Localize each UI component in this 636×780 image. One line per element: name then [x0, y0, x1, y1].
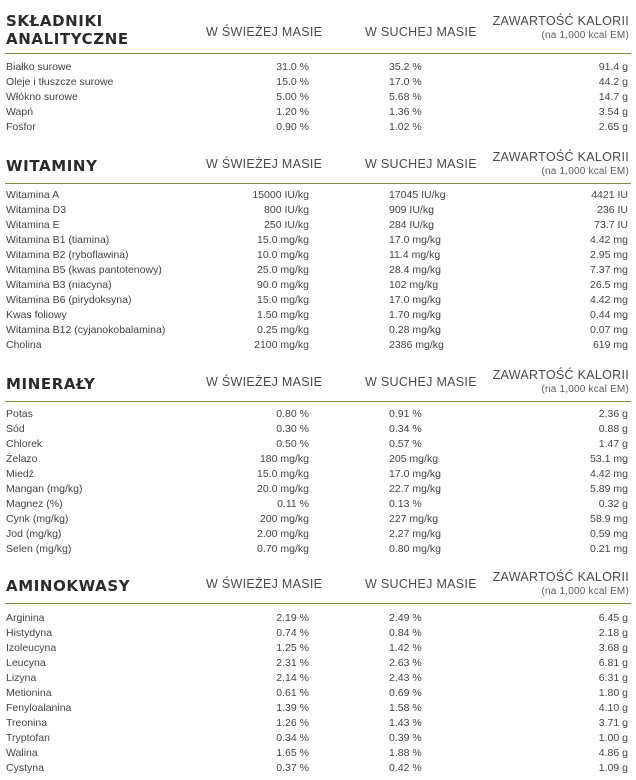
table-row: [5, 731, 631, 746]
table-row: [5, 248, 631, 263]
row-name: Witamina B6 (pirydoksyna): [6, 294, 132, 306]
row-name: Jod (mg/kg): [6, 528, 62, 540]
row-fresh-value: 1.39 %: [276, 702, 309, 714]
row-kcal-value: 2.18 g: [598, 627, 628, 639]
row-kcal-value: 2.65 g: [598, 121, 628, 133]
row-fresh-value: 2.14 %: [276, 672, 309, 684]
row-name: Potas: [6, 408, 33, 420]
row-dry-value: 0.39 %: [389, 732, 422, 744]
section-header: [5, 568, 631, 604]
row-dry-value: 1.58 %: [389, 702, 422, 714]
row-name: Oleje i tłuszcze surowe: [6, 76, 114, 88]
row-name: Selen (mg/kg): [6, 543, 72, 555]
table-row: [5, 120, 631, 135]
table-row: [5, 293, 631, 308]
row-name: Histydyna: [6, 627, 53, 639]
row-name: Mangan (mg/kg): [6, 483, 83, 495]
section-title: SKŁADNIKI ANALITYCZNE: [6, 12, 129, 48]
row-name: Chlorek: [6, 438, 43, 450]
column-header-dry: W SUCHEJ MASIE: [365, 157, 477, 171]
row-kcal-value: 4421 IU: [591, 189, 628, 201]
column-header-kcal-sub: (na 1,000 kcal EM): [541, 384, 629, 395]
row-dry-value: 0.34 %: [389, 423, 422, 435]
row-dry-value: 17045 IU/kg: [389, 189, 446, 201]
section-header: [5, 366, 631, 402]
row-fresh-value: 15000 IU/kg: [252, 189, 309, 201]
row-dry-value: 0.80 mg/kg: [389, 543, 441, 555]
table-row: [5, 641, 631, 656]
row-fresh-value: 0.80 %: [276, 408, 309, 420]
row-name: Witamina B12 (cyjanokobalamina): [6, 324, 166, 336]
table-row: [5, 626, 631, 641]
column-header-kcal: [493, 150, 629, 178]
row-kcal-value: 0.59 mg: [590, 528, 628, 540]
row-dry-value: 0.91 %: [389, 408, 422, 420]
row-dry-value: 22.7 mg/kg: [389, 483, 441, 495]
table-row: [5, 60, 631, 75]
row-kcal-value: 6.45 g: [598, 612, 628, 624]
table-row: [5, 452, 631, 467]
column-header-kcal-label: ZAWARTOŚĆ KALORII: [492, 14, 629, 28]
row-dry-value: 28.4 mg/kg: [389, 264, 441, 276]
row-dry-value: 284 IU/kg: [389, 219, 434, 231]
row-kcal-value: 0.88 g: [598, 423, 628, 435]
table-row: [5, 761, 631, 776]
row-name: Wapń: [6, 106, 34, 118]
row-dry-value: 0.13 %: [389, 498, 422, 510]
row-fresh-value: 800 IU/kg: [264, 204, 309, 216]
row-dry-value: 2.43 %: [389, 672, 422, 684]
row-kcal-value: 58.9 mg: [590, 513, 628, 525]
column-header-kcal-sub: (na 1,000 kcal EM): [541, 30, 629, 41]
column-header-fresh: W ŚWIEŻEJ MASIE: [206, 375, 323, 389]
row-kcal-value: 1.47 g: [598, 438, 628, 450]
row-dry-value: 0.84 %: [389, 627, 422, 639]
row-fresh-value: 90.0 mg/kg: [257, 279, 309, 291]
table-rows: [5, 54, 631, 135]
row-fresh-value: 2.00 mg/kg: [257, 528, 309, 540]
table-row: [5, 203, 631, 218]
column-header-kcal-sub: (na 1,000 kcal EM): [541, 586, 629, 597]
row-dry-value: 205 mg/kg: [389, 453, 439, 465]
table-row: [5, 527, 631, 542]
table-row: [5, 611, 631, 626]
row-dry-value: 2.27 mg/kg: [389, 528, 441, 540]
row-fresh-value: 200 mg/kg: [259, 513, 309, 525]
section-title: WITAMINY: [6, 157, 98, 175]
row-kcal-value: 3.71 g: [598, 717, 628, 729]
row-fresh-value: 1.50 mg/kg: [257, 309, 309, 321]
row-fresh-value: 15.0 %: [276, 76, 309, 88]
table-row: [5, 671, 631, 686]
row-fresh-value: 1.25 %: [276, 642, 309, 654]
column-header-dry: W SUCHEJ MASIE: [365, 25, 477, 39]
row-dry-value: 1.88 %: [389, 747, 422, 759]
row-kcal-value: 5.89 mg: [590, 483, 628, 495]
table-row: [5, 407, 631, 422]
row-name: Witamina A: [6, 189, 60, 201]
row-kcal-value: 2.36 g: [598, 408, 628, 420]
row-kcal-value: 1.80 g: [598, 687, 628, 699]
row-dry-value: 17.0 mg/kg: [389, 294, 441, 306]
row-fresh-value: 1.26 %: [276, 717, 309, 729]
row-name: Witamina B3 (niacyna): [6, 279, 112, 291]
table-row: [5, 105, 631, 120]
row-name: Magnez (%): [6, 498, 63, 510]
table-row: [5, 716, 631, 731]
row-kcal-value: 6.31 g: [598, 672, 628, 684]
table-row: [5, 323, 631, 338]
row-dry-value: 5.68 %: [389, 91, 422, 103]
row-name: Witamina B1 (tiamina): [6, 234, 110, 246]
column-header-kcal: [493, 570, 629, 598]
row-fresh-value: 0.70 mg/kg: [257, 543, 309, 555]
table-row: [5, 512, 631, 527]
row-name: Walina: [6, 747, 38, 759]
row-kcal-value: 0.07 mg: [590, 324, 628, 336]
row-kcal-value: 53.1 mg: [590, 453, 628, 465]
row-dry-value: 35.2 %: [389, 61, 422, 73]
row-kcal-value: 4.42 mg: [590, 234, 628, 246]
row-dry-value: 2.49 %: [389, 612, 422, 624]
row-kcal-value: 73.7 IU: [594, 219, 628, 231]
table-row: [5, 188, 631, 203]
column-header-kcal-label: ZAWARTOŚĆ KALORII: [492, 368, 629, 382]
table-row: [5, 497, 631, 512]
row-dry-value: 2386 mg/kg: [389, 339, 444, 351]
row-kcal-value: 4.42 mg: [590, 294, 628, 306]
row-fresh-value: 0.11 %: [277, 498, 309, 510]
table-row: [5, 542, 631, 557]
row-name: Witamina E: [6, 219, 60, 231]
row-name: Cystyna: [6, 762, 44, 774]
table-row: [5, 437, 631, 452]
column-header-dry: W SUCHEJ MASIE: [365, 375, 477, 389]
section-header: [5, 4, 631, 54]
row-name: Witamina B2 (ryboflawina): [6, 249, 129, 261]
row-fresh-value: 5.00 %: [276, 91, 309, 103]
row-name: Metionina: [6, 687, 52, 699]
row-kcal-value: 44.2 g: [598, 76, 628, 88]
row-name: Cynk (mg/kg): [6, 513, 69, 525]
row-dry-value: 11.4 mg/kg: [389, 249, 441, 261]
row-fresh-value: 0.37 %: [276, 762, 309, 774]
row-fresh-value: 2.19 %: [276, 612, 309, 624]
table-row: [5, 686, 631, 701]
table-row: [5, 422, 631, 437]
table-row: [5, 746, 631, 761]
row-fresh-value: 0.30 %: [276, 423, 309, 435]
row-name: Żelazo: [6, 453, 38, 465]
section-title: AMINOKWASY: [6, 577, 131, 595]
row-fresh-value: 20.0 mg/kg: [257, 483, 309, 495]
row-fresh-value: 25.0 mg/kg: [257, 264, 309, 276]
section-title: MINERAŁY: [6, 375, 96, 393]
row-dry-value: 0.28 mg/kg: [389, 324, 441, 336]
table-row: [5, 656, 631, 671]
row-fresh-value: 0.61 %: [276, 687, 309, 699]
row-dry-value: 0.69 %: [389, 687, 422, 699]
row-kcal-value: 2.95 mg: [590, 249, 628, 261]
row-fresh-value: 1.65 %: [276, 747, 309, 759]
table-rows: [5, 402, 631, 557]
column-header-kcal-label: ZAWARTOŚĆ KALORII: [492, 150, 629, 164]
section-header: [5, 148, 631, 184]
table-row: [5, 75, 631, 90]
row-kcal-value: 1.09 g: [598, 762, 628, 774]
row-dry-value: 227 mg/kg: [389, 513, 439, 525]
row-name: Izoleucyna: [6, 642, 57, 654]
row-name: Witamina D3: [6, 204, 67, 216]
column-header-fresh: W ŚWIEŻEJ MASIE: [206, 577, 323, 591]
row-name: Fenyloalanina: [6, 702, 72, 714]
row-kcal-value: 4.86 g: [598, 747, 628, 759]
row-kcal-value: 26.5 mg: [590, 279, 628, 291]
table-row: [5, 308, 631, 323]
row-name: Lizyna: [6, 672, 37, 684]
table-rows: [5, 184, 631, 353]
row-fresh-value: 0.74 %: [276, 627, 309, 639]
row-fresh-value: 15.0 mg/kg: [257, 294, 309, 306]
row-name: Fosfor: [6, 121, 36, 133]
row-fresh-value: 180 mg/kg: [259, 453, 309, 465]
section-amino-acids: [5, 568, 631, 776]
row-kcal-value: 4.42 mg: [590, 468, 628, 480]
row-name: Treonina: [6, 717, 48, 729]
row-fresh-value: 0.34 %: [276, 732, 309, 744]
row-kcal-value: 4.10 g: [598, 702, 628, 714]
row-dry-value: 909 IU/kg: [389, 204, 434, 216]
row-kcal-value: 0.32 g: [598, 498, 628, 510]
row-kcal-value: 14.7 g: [598, 91, 628, 103]
row-fresh-value: 250 IU/kg: [264, 219, 309, 231]
table-row: [5, 90, 631, 105]
row-kcal-value: 91.4 g: [598, 61, 628, 73]
table-row: [5, 467, 631, 482]
row-kcal-value: 619 mg: [592, 339, 628, 351]
table-rows: [5, 604, 631, 776]
row-dry-value: 1.02 %: [389, 121, 422, 133]
row-name: Tryptofan: [6, 732, 50, 744]
table-row: [5, 278, 631, 293]
row-kcal-value: 6.81 g: [598, 657, 628, 669]
row-name: Arginina: [6, 612, 45, 624]
row-dry-value: 2.63 %: [389, 657, 422, 669]
row-dry-value: 17.0 mg/kg: [389, 234, 441, 246]
row-fresh-value: 31.0 %: [276, 61, 309, 73]
column-header-kcal-label: ZAWARTOŚĆ KALORII: [492, 570, 629, 584]
row-dry-value: 1.70 mg/kg: [389, 309, 441, 321]
column-header-fresh: W ŚWIEŻEJ MASIE: [206, 25, 323, 39]
row-fresh-value: 0.25 mg/kg: [257, 324, 309, 336]
row-fresh-value: 1.20 %: [276, 106, 309, 118]
column-header-kcal: [493, 368, 629, 396]
row-name: Kwas foliowy: [6, 309, 67, 321]
row-fresh-value: 0.90 %: [276, 121, 309, 133]
row-kcal-value: 236 IU: [597, 204, 628, 216]
row-dry-value: 17.0 mg/kg: [389, 468, 441, 480]
table-row: [5, 263, 631, 278]
row-fresh-value: 15.0 mg/kg: [257, 468, 309, 480]
column-header-dry: W SUCHEJ MASIE: [365, 577, 477, 591]
row-fresh-value: 15.0 mg/kg: [257, 234, 309, 246]
row-kcal-value: 0.21 mg: [590, 543, 628, 555]
row-name: Miedź: [6, 468, 35, 480]
table-row: [5, 701, 631, 716]
row-name: Sód: [6, 423, 25, 435]
row-dry-value: 0.42 %: [389, 762, 422, 774]
row-fresh-value: 10.0 mg/kg: [257, 249, 309, 261]
row-dry-value: 1.42 %: [389, 642, 422, 654]
row-fresh-value: 2.31 %: [276, 657, 309, 669]
row-dry-value: 1.36 %: [389, 106, 422, 118]
row-fresh-value: 2100 mg/kg: [254, 339, 309, 351]
row-name: Leucyna: [6, 657, 46, 669]
row-name: Białko surowe: [6, 61, 72, 73]
row-kcal-value: 3.68 g: [598, 642, 628, 654]
table-row: [5, 233, 631, 248]
row-name: Witamina B5 (kwas pantotenowy): [6, 264, 162, 276]
column-header-fresh: W ŚWIEŻEJ MASIE: [206, 157, 323, 171]
row-dry-value: 102 mg/kg: [389, 279, 439, 291]
row-kcal-value: 3.54 g: [598, 106, 628, 118]
table-row: [5, 338, 631, 353]
row-dry-value: 0.57 %: [389, 438, 422, 450]
column-header-kcal: [493, 14, 629, 42]
column-header-kcal-sub: (na 1,000 kcal EM): [541, 166, 629, 177]
row-kcal-value: 1.00 g: [598, 732, 628, 744]
table-row: [5, 482, 631, 497]
row-kcal-value: 7.37 mg: [590, 264, 628, 276]
row-fresh-value: 0.50 %: [276, 438, 309, 450]
section-analytical: [5, 4, 631, 135]
row-name: Włókno surowe: [6, 91, 78, 103]
row-name: Cholina: [6, 339, 42, 351]
section-vitamins: [5, 148, 631, 353]
row-dry-value: 17.0 %: [389, 76, 422, 88]
row-kcal-value: 0.44 mg: [590, 309, 628, 321]
row-dry-value: 1.43 %: [389, 717, 422, 729]
table-row: [5, 218, 631, 233]
section-minerals: [5, 366, 631, 557]
